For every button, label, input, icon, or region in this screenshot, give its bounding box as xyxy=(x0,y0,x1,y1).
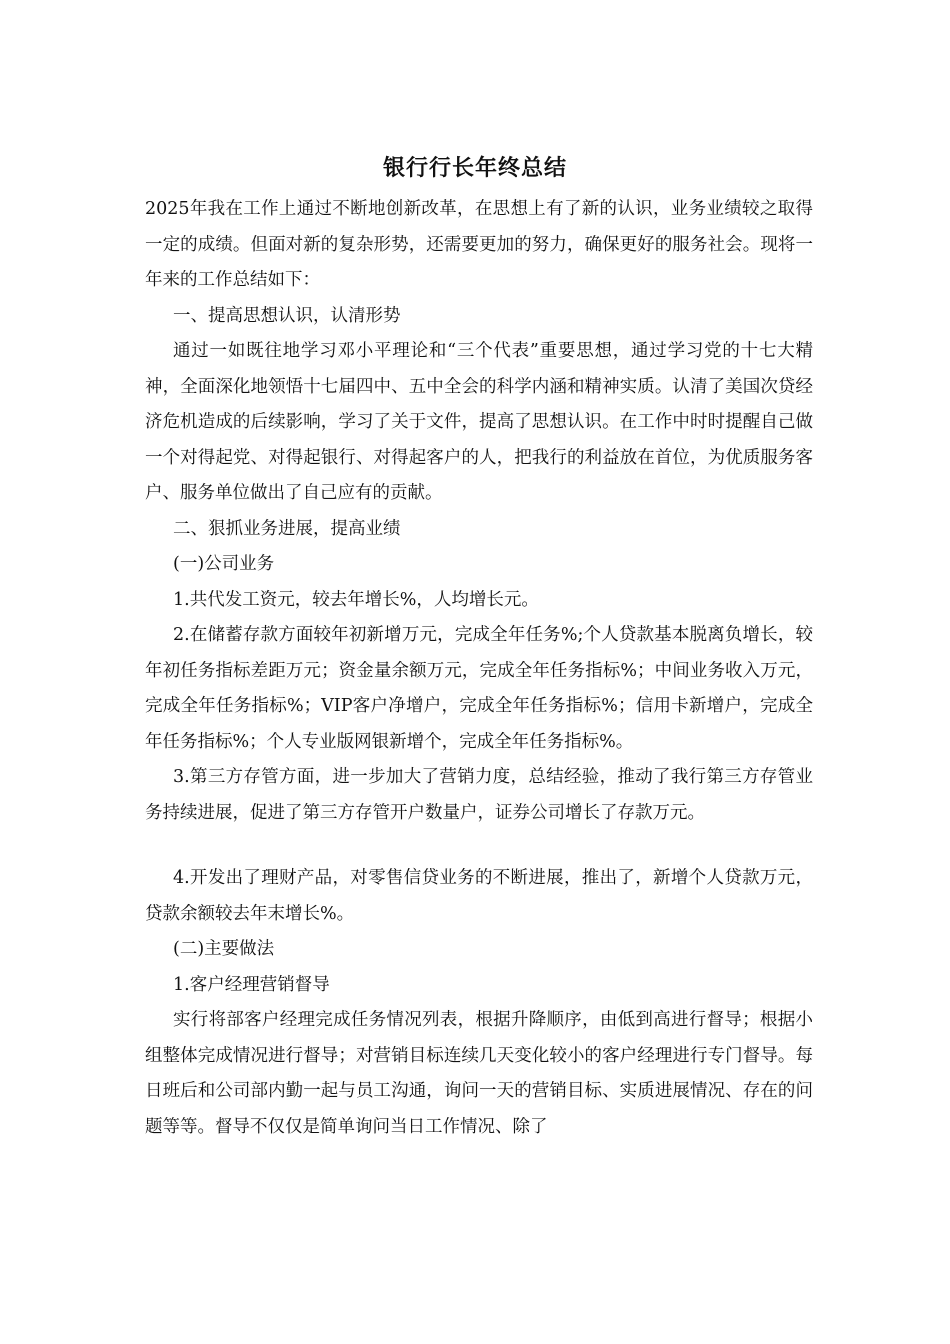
document-body xyxy=(145,192,813,1145)
subsection-heading-2: (二)主要做法 xyxy=(173,939,275,959)
list-item-4: 4.开发出了理财产品，对零售信贷业务的不断进展，推出了，新增个人贷款万元，贷款余额较去年末增长%。 xyxy=(145,868,813,924)
list-item-2: 2.在储蓄存款方面较年初新增万元，完成全年任务%;个人贷款基本脱离负增长，较年初任务指标差距万元；资金量余额万元，完成全年任务指标%；中间业务收入万元，完成全年任务指标%；VIP客户净增户，完成全年任务指标%；信用卡新增户，完成全年任务指标%；个人专业版网银新增个，完成全年任务指标%。 xyxy=(145,625,813,752)
list-item-5: 1.客户经理营销督导 xyxy=(173,974,330,995)
intro-paragraph: 2025年我在工作上通过不断地创新改革，在思想上有了新的认识，业务业绩较之取得一定的成绩。但面对新的复杂形势，还需要更加的努力，确保更好的服务社会。现将一年来的工作总结如下： xyxy=(145,199,813,290)
body-paragraph-1: 通过一如既往地学习邓小平理论和“三个代表”重要思想，通过学习党的十七大精神，全面深化地领悟十七届四中、五中全会的科学内涵和精神实质。认清了美国次贷经济危机造成的后续影响，学习了关于文件，提高了思想认识。在工作中时时提醒自己做一个对得起党、对得起银行、对得起客户的人，把我行的利益放在首位，为优质服务客户、服务单位做出了自己应有的贡献。 xyxy=(145,341,813,503)
body-paragraph-2: 实行将部客户经理完成任务情况列表，根据升降顺序，由低到高进行督导；根据小组整体完成情况进行督导；对营销目标连续几天变化较小的客户经理进行专门督导。每日班后和公司部内勤一起与员工沟通，询问一天的营销目标、实质进展情况、存在的问题等等。督导不仅仅是简单询问当日工作情况、除了 xyxy=(145,1010,813,1137)
section-heading-2: 二、狠抓业务进展，提高业绩 xyxy=(173,518,401,539)
document-title: 银行行长年终总结 xyxy=(382,155,567,181)
subsection-heading-1: (一)公司业务 xyxy=(173,554,275,574)
section-heading-1: 一、提高思想认识，认清形势 xyxy=(173,305,401,326)
list-item-3: 3.第三方存管方面，进一步加大了营销力度，总结经验，推动了我行第三方存管业务持续进展，促进了第三方存管开户数量户，证券公司增长了存款万元。 xyxy=(145,767,813,823)
list-item-1: 1.共代发工资元，较去年增长%，人均增长元。 xyxy=(173,589,539,610)
blank-line xyxy=(145,831,813,861)
